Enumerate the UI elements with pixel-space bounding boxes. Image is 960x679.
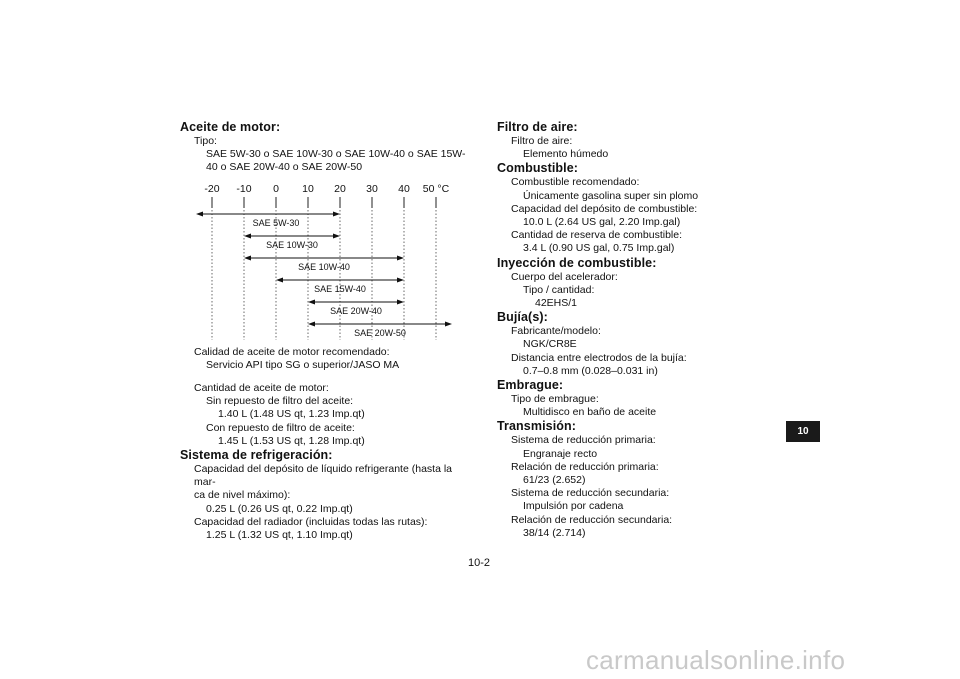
fuel-rec-value: Únicamente gasolina super sin plomo [523,189,699,202]
range-arrow-right [333,233,340,238]
oil-type-value-1: SAE 5W-30 o SAE 10W-30 o SAE 10W-40 o SAE 15W- [206,148,466,161]
page-number: 10-2 [468,557,491,569]
type-qty-value: 42EHS/1 [535,297,578,310]
range-arrow-left [244,255,251,260]
oil-quantity-label: Cantidad de aceite de motor: [194,382,329,395]
tick-label: -20 [204,182,220,195]
reserve-value: 3.4 L (0.90 US gal, 0.75 Imp.gal) [523,242,675,255]
range-label: SAE 20W-40 [330,305,382,316]
oil-type-label: Tipo: [194,135,217,147]
radiator-value: 1.25 L (1.32 US qt, 1.10 Imp.qt) [206,529,353,542]
clutch-type-label: Tipo de embrague: [511,393,599,406]
viscosity-chart-svg [194,180,454,340]
range-arrow-right [397,255,404,260]
reservoir-label-1: Capacidad del depósito de líquido refrigerante (hasta la mar- [194,463,453,489]
with-filter-value: 1.45 L (1.53 US qt, 1.28 Imp.qt) [218,434,365,447]
throttle-label: Cuerpo del acelerador: [511,270,618,283]
primary-system-label: Sistema de reducción primaria: [511,434,656,447]
tick-label: 10 [302,182,314,195]
range-arrow-left [276,277,283,282]
primary-ratio-label: Relación de reducción primaria: [511,460,659,473]
secondary-ratio-label: Relación de reducción secundaria: [511,513,673,526]
injection-heading: Inyección de combustible: [497,255,657,270]
range-arrow-right [333,211,340,216]
tick-label: -10 [236,182,252,195]
range-arrow-left [244,233,251,238]
fuel-rec-label: Combustible recomendado: [511,176,640,189]
reserve-label: Cantidad de reserva de combustible: [511,229,683,242]
range-arrow-right [397,299,404,304]
range-arrow-left [308,321,315,326]
right-column [497,120,727,540]
range-label: SAE 15W-40 [314,283,366,294]
plug-maker-label: Fabricante/modelo: [511,325,601,338]
plug-maker-value: NGK/CR8E [523,338,577,351]
range-arrow-left [308,299,315,304]
fuel-heading: Combustible: [497,161,579,176]
tick-label: 40 [398,182,410,195]
tank-label: Capacidad del depósito de combustible: [511,202,698,215]
range-arrow-right [397,277,404,282]
range-arrow-right [445,321,452,326]
radiator-label: Capacidad del radiador (incluidas todas las rutas): [194,515,428,528]
secondary-system-value: Impulsión por cadena [523,500,624,513]
spark-plug-heading: Bujía(s): [497,310,548,325]
oil-heading: Aceite de motor: [180,120,281,134]
oil-quality-value: Servicio API tipo SG o superior/JASO MA [206,358,400,371]
transmission-heading: Transmisión: [497,419,576,434]
clutch-heading: Embrague: [497,378,564,393]
tick-label: 30 [366,182,378,195]
range-arrow-left [196,211,203,216]
primary-system-value: Engranaje recto [523,447,598,460]
clutch-type-value: Multidisco en baño de aceite [523,406,657,419]
air-filter-label: Filtro de aire: [511,135,573,147]
range-label: SAE 5W-30 [252,217,300,228]
secondary-system-label: Sistema de reducción secundaria: [511,487,670,500]
plug-gap-label: Distancia entre electrodos de la bujía: [511,351,687,364]
plug-gap-value: 0.7–0.8 mm (0.028–0.031 in) [523,364,658,377]
no-filter-value: 1.40 L (1.48 US qt, 1.23 Imp.qt) [218,408,365,421]
range-label: SAE 20W-50 [354,327,406,338]
cooling-heading: Sistema de refrigeración: [180,448,333,463]
oil-type-value-2: 40 o SAE 20W-40 o SAE 20W-50 [206,161,363,174]
range-label: SAE 10W-30 [266,239,318,250]
tick-label: 20 [334,182,346,195]
primary-ratio-value: 61/23 (2.652) [523,474,586,487]
viscosity-chart [194,180,454,340]
with-filter-label: Con repuesto de filtro de aceite: [206,421,355,434]
tick-label: 50 °C [422,182,450,195]
oil-quality-label: Calidad de aceite de motor recomendado: [194,345,390,358]
type-qty-label: Tipo / cantidad: [523,283,595,296]
left-column [180,120,470,542]
no-filter-label: Sin repuesto de filtro del aceite: [206,395,354,408]
reservoir-value: 0.25 L (0.26 US qt, 0.22 Imp.qt) [206,502,353,515]
chapter-tab: 10 [786,421,820,442]
reservoir-label-2: ca de nivel máximo): [194,489,291,502]
air-filter-heading: Filtro de aire: [497,120,578,134]
tank-value: 10.0 L (2.64 US gal, 2.20 Imp.gal) [523,216,681,229]
secondary-ratio-value: 38/14 (2.714) [523,526,586,539]
air-filter-value: Elemento húmedo [523,148,609,161]
watermark: carmanualsonline.info [586,645,846,675]
tick-label: 0 [273,182,279,195]
range-label: SAE 10W-40 [298,261,350,272]
